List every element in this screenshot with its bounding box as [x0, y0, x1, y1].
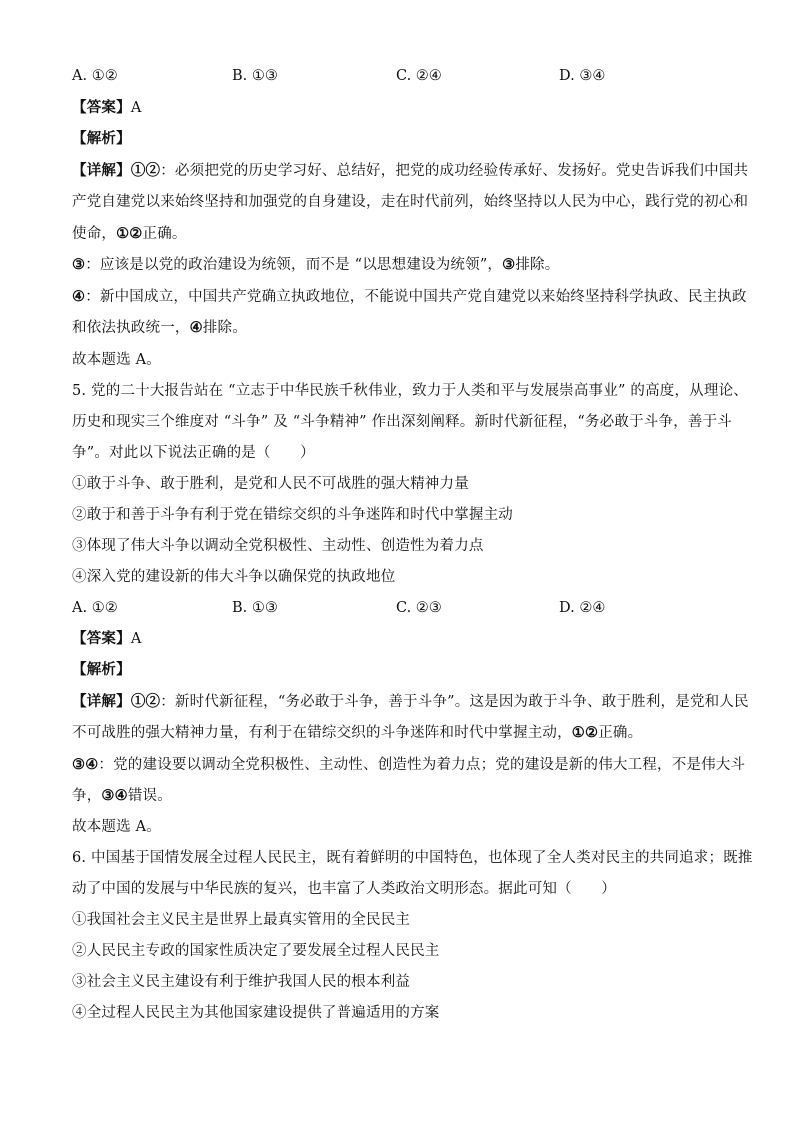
q6-item-4 — [72, 1003, 734, 1023]
question-stem: 动了中国的发展与中华民族的复兴，也丰富了人类政治文明形态。据此可知（ ） — [72, 881, 616, 897]
q6-stem-line-2 — [72, 879, 734, 899]
detail-ref: ④ — [189, 319, 203, 336]
conclusion-text: 故本题选 A。 — [72, 352, 161, 368]
question-stem: 历史和现实三个维度对 “斗争” 及 “斗争精神” 作出深刻阐释。新时代新征程，“务必敢于斗争，善于斗 — [72, 414, 732, 430]
detail-ref: ③④ — [101, 787, 128, 804]
statement-item: ③体现了伟大斗争以调动全党积极性、主动性、创造性为着力点 — [72, 538, 484, 554]
detail-text: 不可战胜的强大精神力量，有利于在错综交织的斗争迷阵和时代中掌握主动， — [72, 725, 572, 741]
q4-analysis-tag — [72, 129, 734, 149]
detail-ref: ①② — [130, 693, 161, 710]
detail-ref: ①② — [130, 162, 161, 179]
q4-detail-line-4 — [72, 255, 734, 275]
detail-text: ：党的建设要以调动全党积极性、主动性、创造性为着力点；党的建设是新的伟大工程，不是伟大斗 — [98, 757, 746, 773]
q4-option-d: D. ③④ — [559, 68, 606, 84]
detail-text: 产党自建党以来始终坚持和加强党的自身建设，走在时代前列，始终坚持以人民为中心，践行党的初心和 — [72, 194, 749, 210]
q5-stem-line-3 — [72, 443, 734, 463]
q5-detail-line-2 — [72, 723, 734, 743]
detail-text: 和依法执政统一， — [72, 320, 190, 336]
detail-text: ：新时代新征程，“务必敢于斗争，善于斗争”。这是因为敢于斗争、敢于胜利，是党和人民 — [160, 694, 749, 710]
statement-item: ②人民民主专政的国家性质决定了要发展全过程人民民主 — [72, 943, 440, 959]
detail-ref: ③ — [502, 256, 516, 273]
q5-item-1 — [72, 474, 734, 494]
statement-item: ④深入党的建设新的伟大斗争以确保党的执政地位 — [72, 569, 396, 585]
detail-ref: ①② — [571, 724, 599, 741]
answer-value: A — [130, 100, 142, 116]
q5-conclusion — [72, 817, 734, 837]
q5-item-4 — [72, 567, 734, 587]
detail-text: ：必须把党的历史学习好、总结好，把党的成功经验传承好、发扬好。党史告诉我们中国共 — [160, 163, 749, 179]
analysis-tag: 【解析】 — [72, 130, 131, 147]
q5-item-2 — [72, 505, 734, 525]
statement-item: ③社会主义民主建设有利于维护我国人民的根本利益 — [72, 974, 411, 990]
q5-detail-line-3 — [72, 755, 746, 775]
q4-detail-line-5 — [72, 287, 747, 307]
analysis-tag: 【解析】 — [72, 661, 131, 678]
q5-option-b: B. ①③ — [232, 600, 278, 616]
q4-option-b: B. ①③ — [232, 68, 278, 84]
answer-value: A — [130, 631, 142, 647]
q4-detail-line-3 — [72, 224, 734, 244]
q4-detail-line-2 — [72, 192, 749, 212]
q6-item-2 — [72, 941, 734, 961]
question-stem: 6. 中国基于国情发展全过程人民民主，既有着鲜明的中国特色，也体现了全人类对民主的共同追求；既推 — [72, 850, 753, 866]
detail-text: 正确。 — [142, 226, 187, 242]
q5-detail-line-4 — [72, 786, 734, 806]
statement-item: ①我国社会主义民主是世界上最真实管用的全民民主 — [72, 912, 411, 928]
question-stem: 争”。对此以下说法正确的是（ ） — [72, 445, 315, 461]
detail-text: 正确。 — [598, 725, 643, 741]
question-stem: 5. 党的二十大报告站在 “立志于中华民族千秋伟业，致力于人类和平与发展崇高事业” 的高度，从理论、 — [72, 383, 748, 399]
q6-item-3 — [72, 972, 734, 992]
q4-conclusion — [72, 350, 734, 370]
q4-answer — [72, 98, 734, 118]
q4-detail-line-6 — [72, 318, 734, 338]
q5-stem-line-1 — [72, 381, 748, 401]
detail-tag: 【详解】 — [72, 693, 131, 710]
q5-option-c: C. ②③ — [396, 600, 442, 616]
detail-ref: ③ — [72, 256, 86, 273]
q6-item-1 — [72, 910, 734, 930]
statement-item: ①敢于斗争、敢于胜利，是党和人民不可战胜的强大精神力量 — [72, 476, 469, 492]
answer-tag: 【答案】 — [72, 99, 131, 116]
q4-option-c: C. ②④ — [396, 68, 442, 84]
statement-item: ④全过程人民民主为其他国家建设提供了普遍适用的方案 — [72, 1005, 440, 1021]
detail-text: 排除。 — [515, 257, 560, 273]
detail-ref: ①② — [116, 225, 143, 242]
q4-detail-line-1 — [72, 161, 749, 181]
q5-answer — [72, 629, 734, 649]
detail-text: 使命， — [72, 226, 117, 242]
q5-item-3 — [72, 536, 734, 556]
q4-option-a: A. ①② — [72, 68, 118, 84]
q5-stem-line-2 — [72, 412, 734, 432]
detail-text: ：应该是以党的政治建设为统领，而不是 “以思想建设为统领”， — [85, 257, 503, 273]
q5-option-d: D. ②④ — [559, 600, 606, 616]
q5-analysis-tag — [72, 660, 734, 680]
detail-text: ：新中国成立，中国共产党确立执政地位，不能说中国共产党自建党以来始终坚持科学执政、民主执政 — [85, 289, 747, 305]
q5-detail-line-1 — [72, 692, 749, 712]
detail-tag: 【详解】 — [72, 162, 131, 179]
q6-stem-line-1 — [72, 848, 753, 868]
statement-item: ②敢于和善于斗争有利于党在错综交织的斗争迷阵和时代中掌握主动 — [72, 507, 513, 523]
q5-option-a: A. ①② — [72, 600, 118, 616]
conclusion-text: 故本题选 A。 — [72, 819, 161, 835]
detail-ref: ④ — [72, 288, 86, 305]
detail-text: 排除。 — [202, 320, 247, 336]
answer-tag: 【答案】 — [72, 630, 131, 647]
detail-ref: ③④ — [72, 756, 99, 773]
detail-text: 错误。 — [127, 788, 172, 804]
detail-text: 争， — [72, 788, 102, 804]
